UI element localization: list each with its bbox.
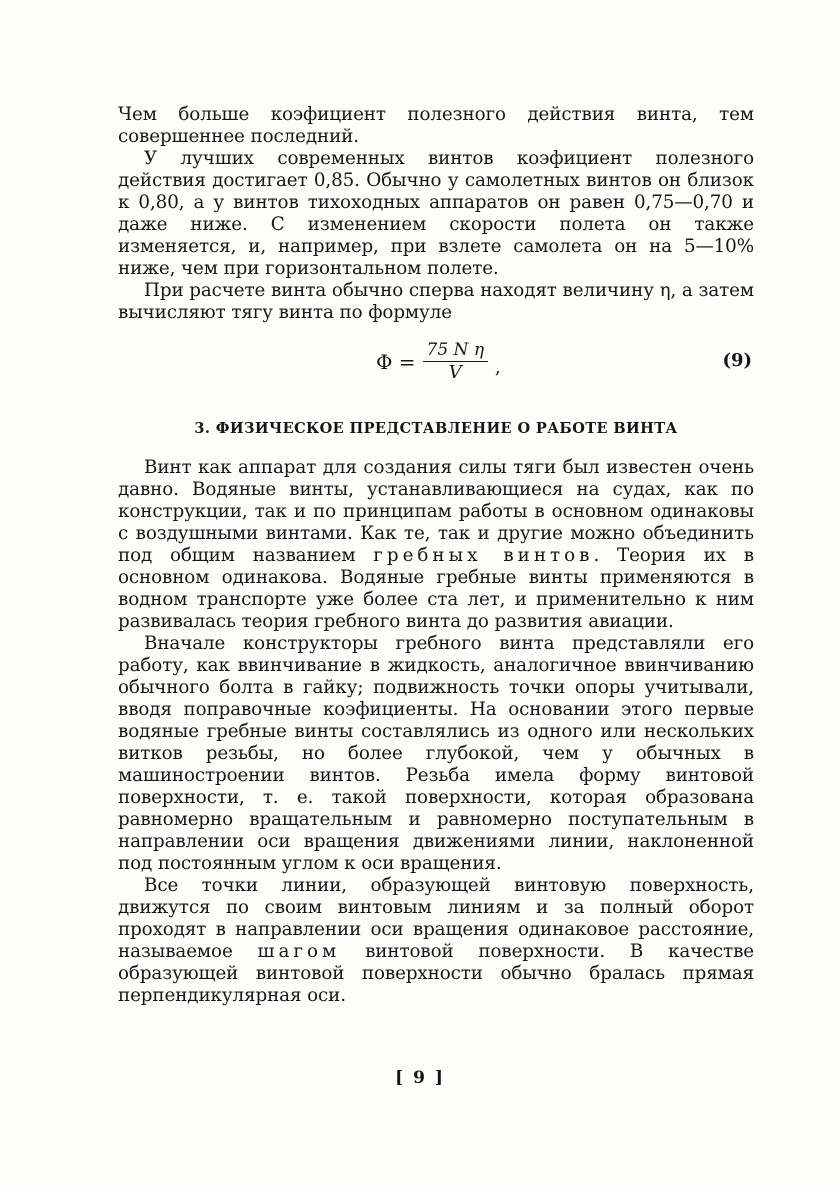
paragraph-early-designers: Вначале конструкторы гребного винта представляли его работу, как ввинчивание в жидкость, аналогичное ввинчиванию обычного болта в гайку; подвижность точки опоры учитывали, вводя поправочные коэфициенты. На основании этого первые водяные гребные винты составлялись из одного или нескольких витков резьбы, но более глубокой, чем у обычных в машиностроении винтов. Резьба имела форму винтовой поверхности, т. е. такой поверхности, которая образована равномерно вращательным и равномерно поступательным в направлении оси вращения движениями линии, наклоненной под постоянным углом к оси вращения.: [118, 633, 754, 874]
paragraph-screw-history-part2: . Теория их в основном одинакова. Водяные гребные винты применяются в водном транспорте уже более ста лет, и применительно к ним развивалась теория гребного винта до развития авиации.: [118, 545, 754, 632]
paragraph-helical-pitch-part2: винтовой поверхности. В качестве образующей винтовой поверхности обычно бралась прямая перпендикулярная оси.: [118, 941, 754, 1006]
formula-denominator: V: [448, 362, 462, 383]
intro-text-block: [118, 104, 754, 324]
formula-numerator: 75 N η: [423, 340, 489, 362]
paragraph-efficiency-intro: Чем больше коэфициент полезного действия винта, тем совершеннее последний.: [118, 104, 754, 147]
paragraph-efficiency-values: У лучших современных винтов коэфициент полезного действия достигает 0,85. Обычно у самолетных винтов он близок к 0,80, а у винтов тихоходных аппаратов он равен 0,75—0,70 и даже ниже. С изменением скорости полета он также изменяется, и, например, при взлете самолета он на 5—10% ниже, чем при горизонтальном полете.: [118, 148, 754, 279]
paragraph-helical-pitch: [118, 875, 754, 1007]
formula-trailing-comma: ,: [495, 356, 501, 378]
term-pitch: шагом: [257, 941, 341, 962]
paragraph-screw-history-part1: Винт как аппарат для создания силы тяги был известен очень давно. Водяные винты, устанавливающиеся на судах, как по конструкции, так и по принципам работы в основном одинаковы с воздушными винтами. Как те, так и другие можно объединить под общим названием: [118, 457, 754, 566]
page-number: [ 9 ]: [395, 1068, 445, 1088]
term-propeller-screws: гребных винтов: [373, 545, 594, 566]
paragraph-helical-pitch-part1: Все точки линии, образующей винтовую поверхность, движутся по своим винтовым линиям и за полный оборот проходят в направлении оси вращения одинаковое расстояние, называемое: [118, 875, 754, 962]
formula-number: (9): [722, 350, 752, 371]
thrust-formula: [118, 340, 754, 386]
formula-expression: [376, 340, 501, 384]
formula-fraction: [423, 340, 489, 384]
section-heading: 3. ФИЗИЧЕСКОЕ ПРЕДСТАВЛЕНИЕ О РАБОТЕ ВИНТА: [194, 420, 678, 437]
paragraph-thrust-calculation: При расчете винта обычно сперва находят величину η, а затем вычисляют тягу винта по формуле: [118, 280, 754, 323]
paragraph-screw-history: [118, 457, 754, 633]
formula-lhs: Φ =: [376, 350, 416, 374]
section-text-block: [118, 457, 754, 1007]
